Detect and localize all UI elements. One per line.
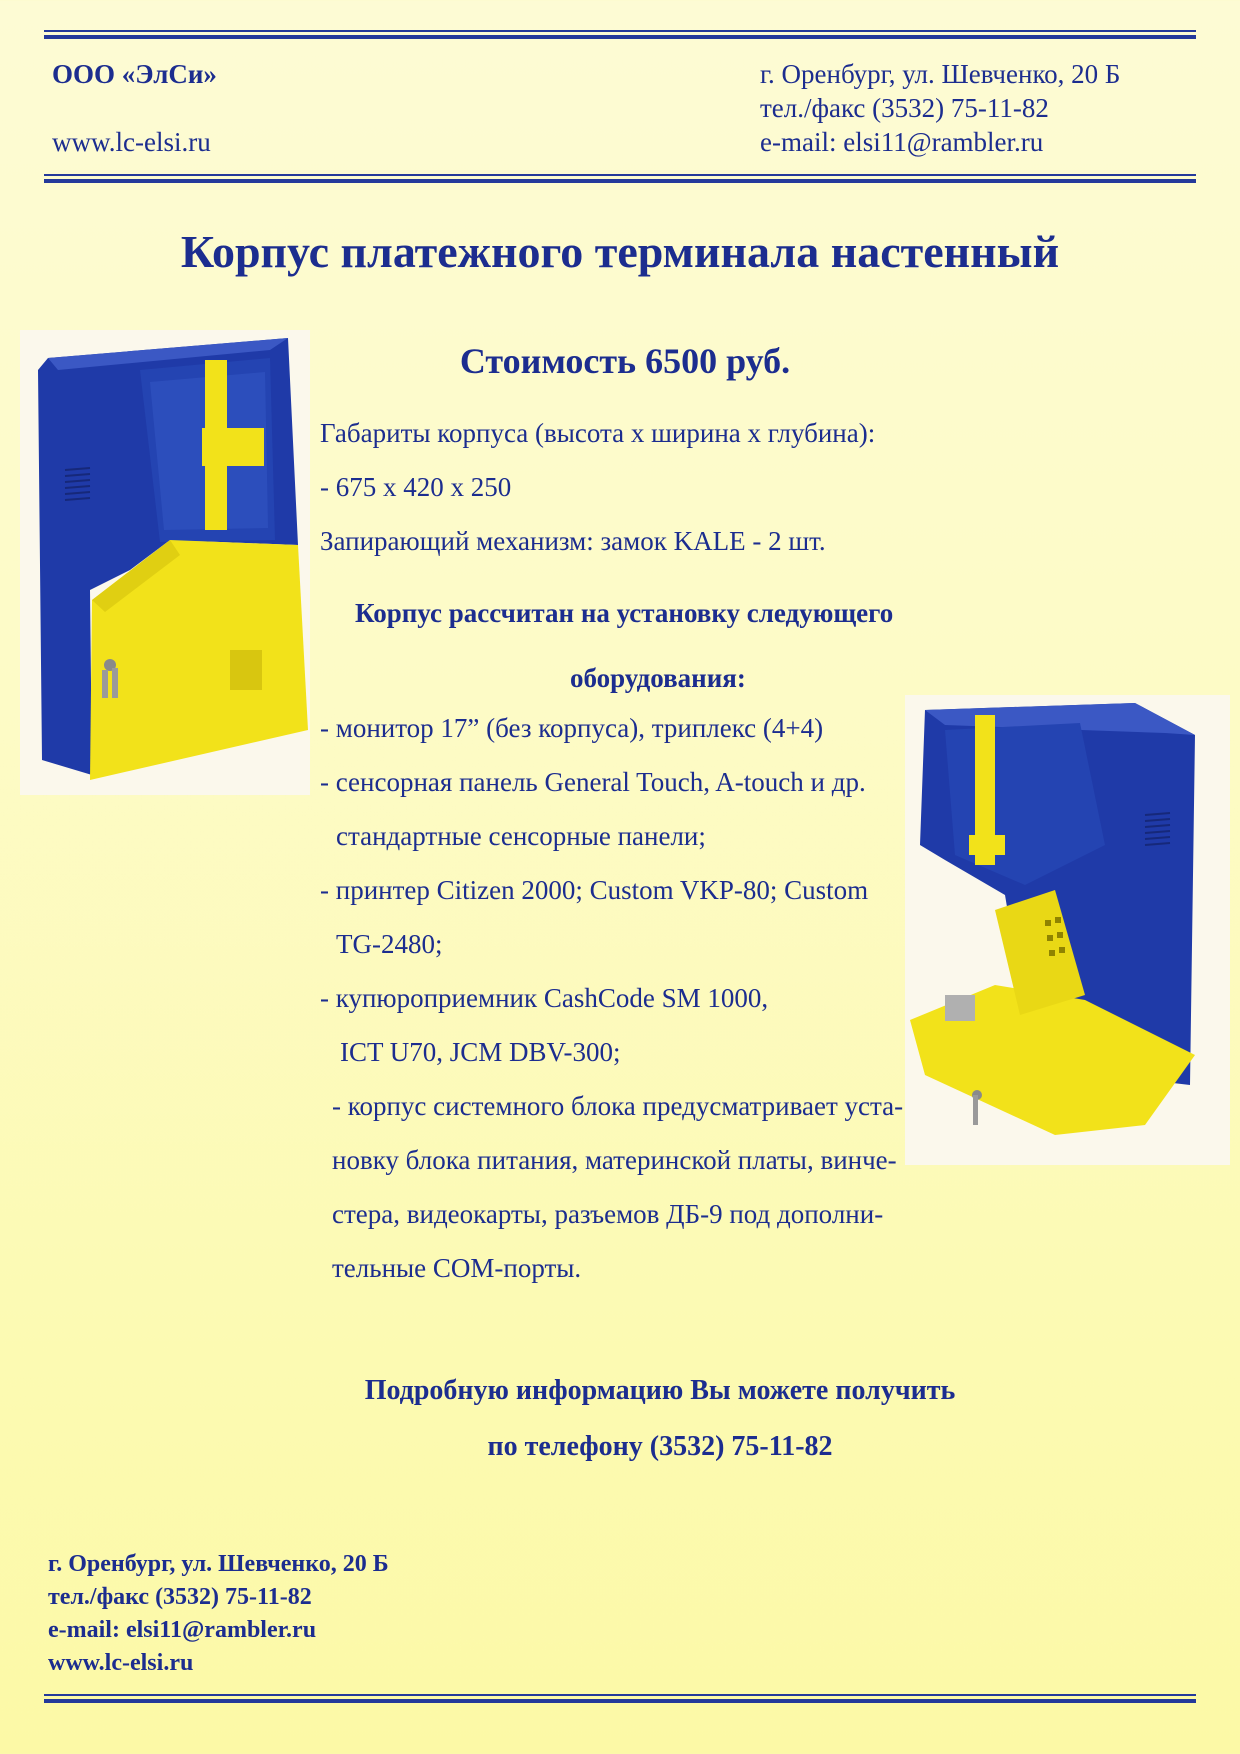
footer-contacts [48,1548,389,1680]
company-name: ООО «ЭлСи» [52,59,217,89]
header-top-rule [44,30,1196,40]
header-phone: тел./факс (3532) 75-11-82 [760,93,1049,123]
footer-phone: тел./факс (3532) 75-11-82 [48,1584,312,1610]
equipment-line: новку блока питания, материнской платы, винче- [332,1145,897,1175]
equipment-line: стандартные сенсорные панели; [336,821,706,851]
price: Стоимость 6500 руб. [459,341,791,381]
equipment-line: - монитор 17” (без корпуса), триплекс (4+4) [320,713,824,743]
equipment-line: стера, видеокарты, разъемов ДБ-9 под дополни- [332,1199,884,1229]
header-bottom-rule [44,174,1196,184]
cta-line-2: по телефону (3532) 75-11-82 [487,1431,833,1462]
cta-line-1: Подробную информацию Вы можете получить [364,1375,956,1406]
equipment-heading-2: оборудования: [570,663,746,693]
footer-website[interactable]: www.lc-elsi.ru [48,1650,194,1676]
terminal-closed-photo [20,330,310,795]
header-right [760,57,1120,159]
terminal-open-photo [905,695,1230,1165]
page-title: Корпус платежного терминала настенный [180,226,1060,277]
header-left [52,57,217,159]
equipment-line: тельные СОМ-порты. [332,1253,582,1283]
footer-email[interactable]: e-mail: elsi11@rambler.ru [48,1617,317,1643]
equipment-line: - корпус системного блока предусматривает уста- [332,1091,904,1121]
dims-value: - 675 х 420 х 250 [320,472,512,502]
header-email[interactable]: e-mail: elsi11@rambler.ru [760,127,1044,157]
equipment-line: - сенсорная панель General Touch, A-touch и др. [320,767,866,797]
footer-rule [44,1694,1196,1704]
equipment-line: ICT U70, JCM DBV-300; [340,1037,621,1067]
equipment-line: - принтер Citizen 2000; Custom VKP-80; Custom [320,875,869,905]
equipment-line: - купюроприемник CashCode SM 1000, [320,983,769,1013]
lock-spec: Запирающий механизм: замок KALE - 2 шт. [320,526,826,556]
footer-address: г. Оренбург, ул. Шевченко, 20 Б [48,1551,389,1577]
equipment-line: TG-2480; [336,929,443,959]
equipment-heading-1: Корпус рассчитан на установку следующего [355,598,894,628]
header-address: г. Оренбург, ул. Шевченко, 20 Б [760,59,1121,89]
dims-label: Габариты корпуса (высота х ширина х глубина): [320,418,876,448]
header-website[interactable]: www.lc-elsi.ru [52,127,211,157]
